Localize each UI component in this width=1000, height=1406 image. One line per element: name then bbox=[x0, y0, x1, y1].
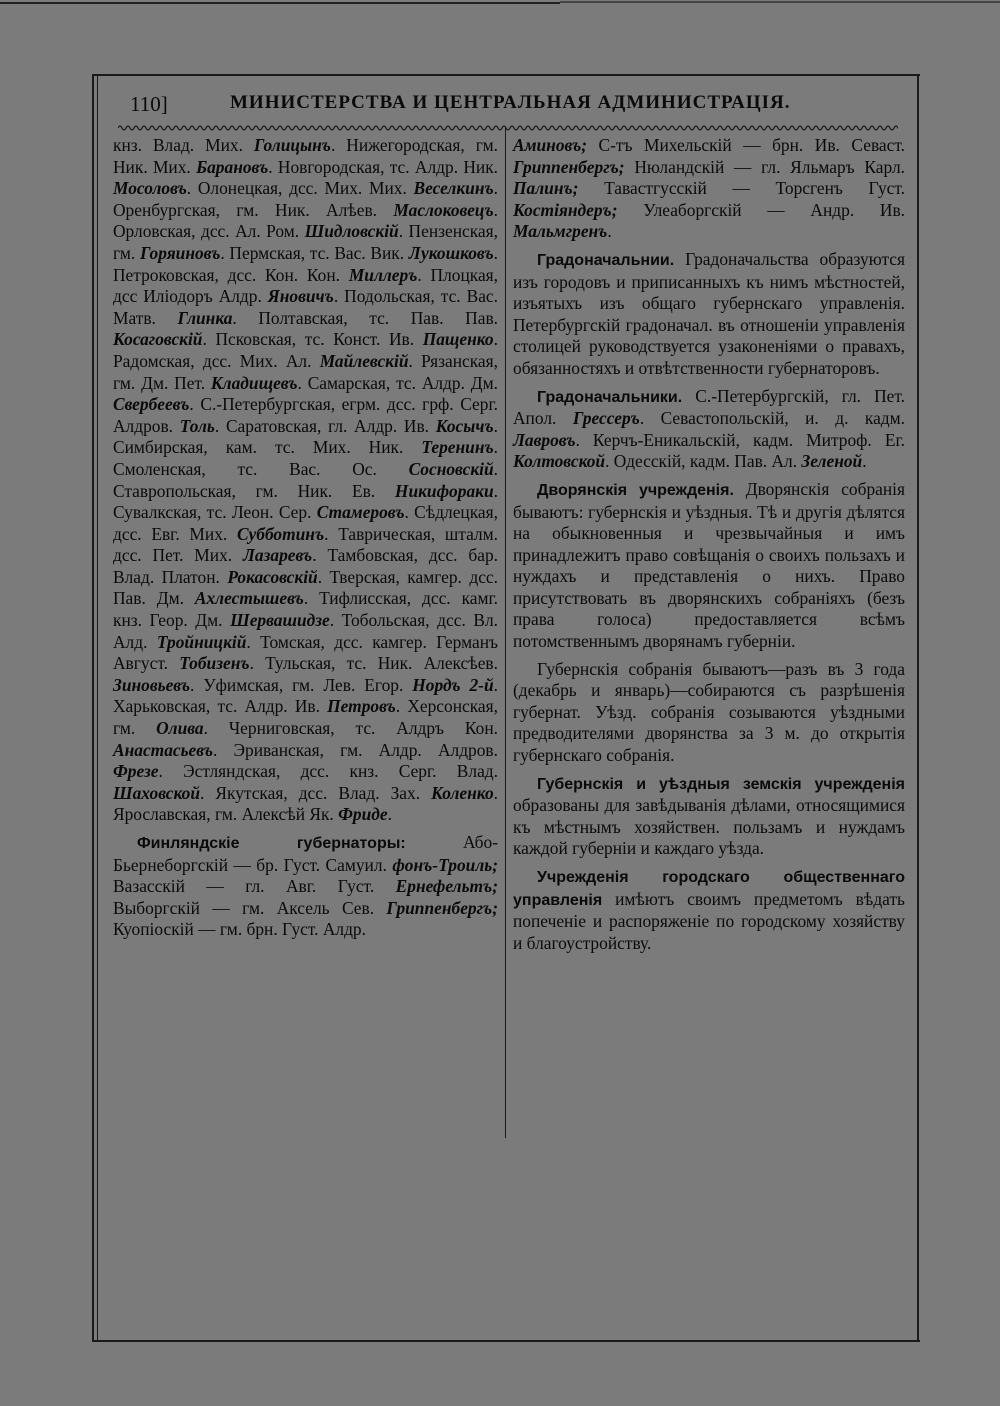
top-edge-rule bbox=[0, 0, 1000, 14]
text-run: Выборгскій — гм. Аксель Сев. bbox=[113, 897, 387, 918]
person-name: Грессеръ bbox=[572, 408, 640, 429]
person-name: Фрезе bbox=[113, 761, 159, 782]
person-name: Коленко bbox=[431, 782, 494, 803]
text-run: . Уфимская, гм. Лев. Егор. bbox=[190, 674, 413, 695]
person-name: Миллеръ bbox=[348, 264, 418, 285]
finland-continued-paragraph bbox=[513, 135, 905, 243]
person-name: Лазаревъ bbox=[243, 545, 313, 566]
ornamental-rule bbox=[118, 122, 898, 134]
text-run: . Пензенская, гм. bbox=[113, 221, 498, 263]
person-name: Теренинъ bbox=[421, 437, 494, 458]
person-name: Рокасовскій bbox=[227, 566, 318, 587]
text-run: . Тульская, тс. Ник. Алексѣев. bbox=[249, 653, 498, 674]
text-run: . Подольская, тс. Вас. Матв. bbox=[113, 286, 498, 328]
provincial-assemblies-paragraph bbox=[513, 659, 905, 767]
person-name: Тройницкій bbox=[156, 631, 247, 652]
text-run: . Одесскій, кадм. Пав. Ал. bbox=[605, 451, 802, 472]
person-name: Колтовской bbox=[513, 451, 606, 472]
section-heading: Дворянскія учрежденія. bbox=[537, 481, 734, 499]
text-run: . Смоленская, тс. Вас. Ос. bbox=[113, 437, 498, 479]
page-number: 110] bbox=[130, 92, 168, 116]
person-name: Тобизенъ bbox=[179, 653, 250, 674]
person-name: Яновичъ bbox=[267, 286, 334, 307]
person-name: Веселкинъ bbox=[413, 178, 494, 199]
person-name: Кладищевъ bbox=[210, 372, 298, 393]
gradonachalniki-paragraph bbox=[513, 386, 905, 473]
text-run: С.-Петербургскій, гл. Пет. Апол. bbox=[513, 385, 905, 429]
text-run: . Ярославская, гм. Алексѣй Як. bbox=[113, 782, 498, 825]
left-column bbox=[113, 135, 498, 941]
person-name: Пащенко bbox=[422, 329, 494, 350]
text-run: . Ставропольская, гм. Ник. Ев. bbox=[113, 458, 498, 501]
person-name: Шидловскій bbox=[304, 221, 399, 242]
person-name: Олива bbox=[156, 718, 204, 739]
gradonachalstva-paragraph bbox=[513, 249, 905, 380]
text-run: . Тобольская, дсс. Вл. Алд. bbox=[113, 610, 498, 652]
person-name: Аминовъ; bbox=[513, 135, 588, 155]
text-run: Улеаборгскій — Андр. Ив. bbox=[617, 199, 905, 220]
text-run: . Петроковская, дсс. Кон. Кон. bbox=[113, 242, 498, 285]
text-run: . Черниговская, тс. Алдръ Кон. bbox=[203, 718, 498, 739]
text-run: . Сѣдлецкая, дсс. Евг. Мих. bbox=[113, 502, 498, 544]
person-name: Зеленой bbox=[801, 451, 863, 472]
text-run: . Псковская, тс. Конст. Ив. bbox=[202, 329, 423, 350]
person-name: Петровъ bbox=[327, 696, 396, 717]
person-name: Фриде bbox=[338, 804, 388, 825]
text-run: . bbox=[387, 804, 392, 825]
text-run: . Орловская, дсс. Ал. Ром. bbox=[113, 199, 498, 242]
person-name: Глинка bbox=[177, 307, 233, 328]
text-run: . Радомская, дсс. Мих. Ал. bbox=[113, 329, 498, 371]
text-run: Тавастгусскій — Торсгенъ Густ. bbox=[578, 178, 905, 199]
person-name: Нордъ 2-й bbox=[412, 674, 494, 695]
city-government-paragraph bbox=[513, 866, 905, 954]
text-run: С-тъ Михельскій — брн. Ив. Севаст. bbox=[587, 135, 905, 155]
text-run: Губернскія собранія бываютъ—разъ въ 3 года (декабрь и январь)—собираются съ разрѣшенія губернат. Уѣзд. собранія созываются уѣздными предводителями дворянства за 3 м. до открытія губернскаго собранія. bbox=[513, 658, 905, 766]
running-title: МИНИСТЕРСТВА И ЦЕНТРАЛЬНАЯ АДМИНИСТРАЦІЯ. bbox=[230, 92, 791, 113]
section-heading: Финляндскіе губернаторы: bbox=[137, 835, 406, 852]
text-run: Або-Бьернеборгскій — бр. Густ. Самуил. bbox=[113, 832, 498, 875]
person-name: Сосновскій bbox=[408, 458, 494, 479]
frame-rule-left-inner bbox=[97, 74, 98, 1340]
right-column bbox=[513, 135, 905, 954]
person-name: Ернефельтъ; bbox=[395, 876, 498, 897]
governors-list-paragraph bbox=[113, 135, 498, 826]
person-name: Косычъ bbox=[435, 415, 494, 436]
person-name: Гриппенбергъ; bbox=[513, 156, 625, 177]
person-name: Анастасьевъ bbox=[113, 739, 213, 760]
text-run: . Керчъ-Еникальскій, кадм. Митроф. Ег. bbox=[575, 429, 905, 450]
text-run: . Томская, дсс. камгер. Германъ Август. bbox=[113, 631, 499, 674]
text-run: . Новгородская, тс. Алдр. Ник. bbox=[268, 156, 498, 177]
section-heading: Губернскія и уѣздныя земскія учрежденія bbox=[537, 775, 905, 793]
text-run: . Нижегородская, гм. Ник. Мих. bbox=[113, 135, 498, 177]
text-run: Куопіоскій — гм. брн. Густ. Алдр. bbox=[113, 919, 366, 940]
person-name: Маслоковецъ bbox=[393, 199, 494, 220]
person-name: Свербеевъ bbox=[113, 394, 190, 415]
person-name: Шаховской bbox=[113, 782, 201, 803]
person-name: Зиновьевъ bbox=[113, 674, 191, 695]
text-run: . Якутская, дсс. Влад. Зах. bbox=[200, 782, 432, 803]
text-run: . Эстляндская, дсс. кнз. Серг. Влад. bbox=[158, 761, 498, 782]
person-name: фонъ-Троиль; bbox=[392, 854, 498, 875]
text-run: . Тверская, камгер. дсс. Пав. Дм. bbox=[113, 566, 498, 609]
person-name: Стамеровъ bbox=[316, 502, 405, 523]
text-run: . Эриванская, гм. Алдр. Алдров. bbox=[212, 739, 498, 760]
text-run: . Саратовская, гл. Алдр. Ив. bbox=[214, 415, 436, 436]
frame-rule-left bbox=[92, 74, 94, 1340]
person-name: Лукошковъ bbox=[408, 242, 494, 263]
person-name: Костіяндеръ; bbox=[513, 199, 618, 220]
text-run: . Полтавская, тс. Пав. Пав. bbox=[232, 307, 498, 328]
text-run: . Олонецкая, дсс. Мих. Мих. bbox=[186, 178, 414, 199]
person-name: Косаговскій bbox=[113, 329, 203, 350]
text-run: . Оренбургская, гм. Ник. Алѣев. bbox=[113, 178, 498, 220]
column-divider bbox=[505, 128, 506, 1138]
text-run: . Сувалкская, тс. Леон. Сер. bbox=[113, 480, 498, 523]
person-name: Гриппенбергъ; bbox=[386, 897, 498, 918]
person-name: Ахлестышевъ bbox=[194, 588, 304, 609]
section-heading: Градоначальнии. bbox=[537, 251, 675, 269]
person-name: Палинъ; bbox=[513, 178, 579, 199]
text-run: . Тифлисская, дсс. камг. кнз. Геор. Дм. bbox=[113, 588, 498, 631]
person-name: Никифораки bbox=[394, 480, 494, 501]
page-header bbox=[130, 92, 890, 122]
text-run: образованы для завѣдыванія дѣлами, относящимися къ мѣстнымъ хозяйствен. пользамъ и нуждамъ каждой губерніи и каждаго уѣзда. bbox=[513, 795, 905, 859]
person-name: Мосоловъ bbox=[113, 178, 187, 199]
text-run: . Симбирская, кам. тс. Мих. Ник. bbox=[113, 415, 498, 458]
text-run: . Плоцкая, дсс Иліодоръ Алдр. bbox=[113, 264, 499, 307]
person-name: Мальмгренъ bbox=[513, 221, 608, 242]
text-run: . Харьковская, тс. Алдр. Ив. bbox=[113, 674, 498, 717]
person-name: Лавровъ bbox=[513, 429, 576, 450]
text-run: . Пермская, тс. Вас. Вик. bbox=[220, 242, 409, 263]
text-run: имѣютъ своимъ предметомъ вѣдать попеченіе и распоряженіе по городскому хозяйству и благоустройству. bbox=[513, 888, 905, 953]
text-run: . Херсонская, гм. bbox=[113, 696, 499, 739]
text-run: кнз. Влад. Мих. bbox=[113, 135, 254, 155]
text-run: . Тамбовская, дсс. бар. Влад. Платон. bbox=[113, 545, 498, 587]
section-heading: Учрежденія городскаго общественнаго управленія bbox=[513, 869, 905, 909]
text-run: . bbox=[607, 221, 612, 242]
text-run: . Таврическая, шталм. дсс. Пет. Мих. bbox=[113, 523, 499, 566]
text-run: . Рязанская, гм. Дм. Пет. bbox=[113, 350, 498, 393]
person-name: Майлевскій bbox=[319, 350, 409, 371]
person-name: Толь bbox=[179, 415, 215, 436]
text-run: . С.-Петербургская, егрм. дсс. грф. Серг. Алдров. bbox=[113, 394, 498, 436]
text-run: . Севастопольскій, и. д. кадм. bbox=[639, 408, 905, 429]
noble-institutions-paragraph bbox=[513, 479, 905, 653]
section-heading: Градоначальники. bbox=[537, 388, 683, 406]
text-run: Вазасскій — гл. Авг. Густ. bbox=[113, 876, 396, 897]
zemstvo-paragraph bbox=[513, 773, 905, 860]
text-run: . bbox=[862, 451, 867, 472]
person-name: Барановъ bbox=[196, 156, 269, 177]
finland-governors-paragraph bbox=[113, 832, 498, 941]
text-run: . Самарская, тс. Алдр. Дм. bbox=[297, 372, 498, 393]
text-run: Градоначальства образуются изъ городовъ и приписанныхъ къ нимъ мѣстностей, изъятыхъ изъ общаго губернскаго управленія. Петербургскій градоначал. въ отношеніи управленія столицей руководствуется узаконеніями о правахъ, обязанностяхъ и отвѣтственности губернаторовъ. bbox=[513, 248, 905, 378]
person-name: Шервашидзе bbox=[230, 610, 330, 631]
person-name: Горяиновъ bbox=[139, 242, 221, 263]
text-run: Дворянскія собранія бываютъ: губернскія и уѣздныя. Тѣ и другія дѣлятся на обыкновенныя и чрезвычайныя и имъ принадлежитъ право совѣщанія о своихъ пользахъ и нуждахъ и представленія о нихъ. Право присутствовать въ дворянскихъ собраніяхъ (безъ права голоса) предоставляется всѣмъ потомственнымъ дворянамъ губерніи. bbox=[513, 478, 905, 652]
person-name: Субботинъ bbox=[236, 523, 325, 544]
text-run: Нюландскій — гл. Яльмаръ Карл. bbox=[624, 156, 905, 177]
frame-rule-right bbox=[917, 74, 919, 1340]
person-name: Голицынъ bbox=[253, 135, 331, 155]
